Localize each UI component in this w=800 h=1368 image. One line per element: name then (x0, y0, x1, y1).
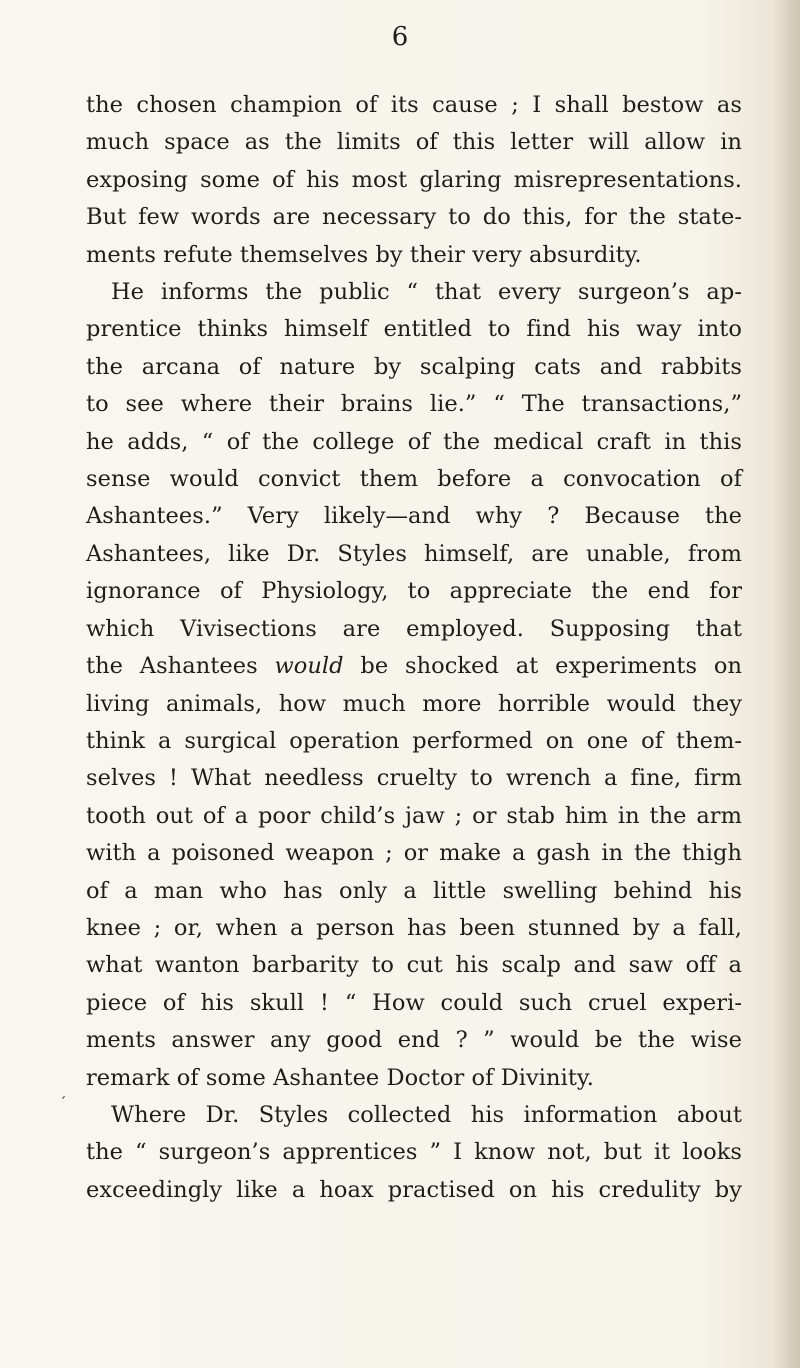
text-line: sense would convict them before a convocation of (86, 466, 742, 493)
text-line: exposing some of his most glaring misrepresentations. (86, 166, 742, 193)
text-line: ignorance of Physiology, to appreciate the end for (86, 578, 742, 605)
text-line: remark of some Ashantee Doctor of Divinity. (86, 1064, 594, 1091)
text-line: the chosen champion of its cause ; I shall bestow as (86, 92, 742, 118)
italic-word: would (274, 653, 344, 680)
text-line: knee ; or, when a person has been stunned by a fall, (86, 914, 742, 941)
page-edge-shadow (774, 0, 800, 1368)
text-line: Ashantees.” Very likely—and why ? Because the (86, 503, 742, 530)
text-line: he adds, “ of the college of the medical craft in this (86, 428, 742, 455)
text-line: with a poisoned weapon ; or make a gash in the thigh (86, 840, 742, 867)
text-line: tooth out of a poor child’s jaw ; or stab him in the arm (86, 802, 742, 829)
text-line: prentice thinks himself entitled to find his way into (86, 316, 742, 343)
stray-print-mark: ´ (59, 1094, 67, 1112)
text-line: exceedingly like a hoax practised on his credulity by (86, 1176, 742, 1203)
text-line: Ashantees, like Dr. Styles himself, are unable, from (86, 540, 742, 567)
body-text (86, 87, 742, 1209)
text-line: living animals, how much more horrible would they (86, 690, 742, 717)
text-segment: the Ashantees (86, 653, 275, 680)
text-line: what wanton barbarity to cut his scalp and saw off a (86, 952, 742, 979)
text-line: Where Dr. Styles collected his information about (111, 1101, 742, 1128)
text-line: the arcana of nature by scalping cats and rabbits (86, 353, 742, 380)
page-number: 6 (391, 22, 409, 52)
text-line: of a man who has only a little swelling behind his (86, 877, 742, 904)
text-line: which Vivisections are employed. Supposing that (86, 615, 742, 642)
text-line: He informs the public “ that every surgeon’s ap- (111, 279, 742, 306)
text-line (86, 648, 742, 685)
text-line: ments refute themselves by their very absurdity. (86, 241, 642, 268)
text-line: ments answer any good end ? ” would be the wise (86, 1027, 742, 1054)
text-line: the “ surgeon’s apprentices ” I know not, but it looks (86, 1139, 742, 1166)
text-line: to see where their brains lie.” “ The transactions,” (86, 391, 742, 418)
text-line: piece of his skull ! “ How could such cruel experi- (86, 989, 742, 1016)
text-segment: be shocked at experiments on (343, 653, 742, 680)
text-line: But few words are necessary to do this, for the state- (86, 204, 742, 231)
text-line: much space as the limits of this letter will allow in (86, 129, 742, 156)
text-line: think a surgical operation performed on one of them- (86, 727, 742, 754)
text-line: selves ! What needless cruelty to wrench a fine, firm (86, 765, 742, 792)
